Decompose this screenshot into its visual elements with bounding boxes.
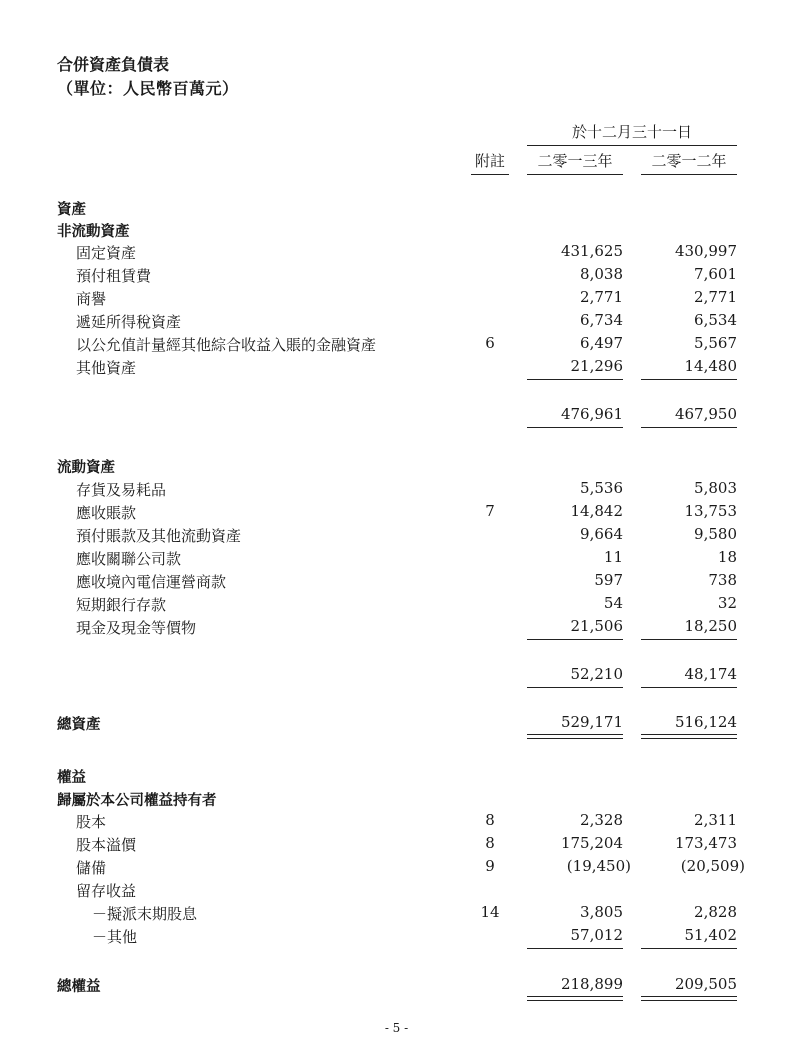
value-2013: 6,734 — [580, 311, 623, 329]
row-label: 遞延所得稅資產 — [76, 313, 182, 331]
row-label: 股本 — [76, 813, 107, 831]
row-label: 短期銀行存款 — [76, 596, 167, 614]
value-2012: 430,997 — [674, 242, 737, 260]
total-equity-2012: 209,505 — [674, 975, 737, 993]
value-2012: 32 — [717, 594, 737, 612]
table-row — [0, 926, 793, 948]
note-ref: 6 — [485, 334, 495, 352]
note-ref: 14 — [480, 903, 500, 921]
underline — [641, 379, 737, 380]
underline — [641, 948, 737, 949]
value-2012: 51,402 — [684, 926, 737, 944]
value-2013: 431,625 — [560, 242, 623, 260]
table-row — [0, 617, 793, 639]
note-ref: 9 — [485, 857, 495, 875]
value-2012: 2,311 — [694, 811, 737, 829]
total-equity-label: 總權益 — [57, 979, 101, 995]
value-2013: 11 — [603, 548, 623, 566]
assets-heading: 資產 — [57, 202, 86, 218]
table-row — [0, 857, 793, 879]
row-label: 留存收益 — [76, 882, 137, 900]
value-2013: 54 — [603, 594, 623, 612]
row-label: 應收境內電信運營商款 — [76, 573, 227, 591]
note-ref: 8 — [485, 811, 495, 829]
value-2013: 3,805 — [580, 903, 623, 921]
row-label: 固定資產 — [76, 244, 137, 262]
value-2013: 6,497 — [580, 334, 623, 352]
value-2013: 8,038 — [580, 265, 623, 283]
subtotal-2013: 52,210 — [570, 665, 623, 683]
underline — [527, 379, 623, 380]
table-row — [0, 571, 793, 593]
underline — [527, 427, 623, 428]
value-2012: 18 — [717, 548, 737, 566]
subtotal-row — [0, 665, 793, 687]
note-ref: 7 — [485, 502, 495, 520]
note-column-header: 附註 — [471, 150, 509, 175]
noncurrent-assets-heading: 非流動資產 — [57, 224, 130, 240]
underline — [641, 639, 737, 640]
value-2013: 21,506 — [570, 617, 623, 635]
table-row — [0, 502, 793, 524]
double-underline — [527, 734, 623, 739]
value-2012: 5,567 — [694, 334, 737, 352]
value-2013: (19,450) — [566, 857, 631, 875]
underline — [641, 427, 737, 428]
value-2013: 597 — [594, 571, 623, 589]
equity-heading: 權益 — [57, 770, 86, 786]
value-2013: 5,536 — [580, 479, 623, 497]
double-underline — [641, 734, 737, 739]
total-assets-2012: 516,124 — [674, 713, 737, 731]
value-2013: 21,296 — [570, 357, 623, 375]
period-header: 於十二月三十一日 — [527, 121, 737, 146]
row-label: 存貨及易耗品 — [76, 481, 167, 499]
value-2013: 175,204 — [560, 834, 623, 852]
value-2012: 2,828 — [694, 903, 737, 921]
table-row — [0, 357, 793, 379]
subtotal-2013: 476,961 — [560, 405, 623, 423]
underline — [527, 639, 623, 640]
value-2013: 2,328 — [580, 811, 623, 829]
attributable-heading: 歸屬於本公司權益持有者 — [57, 793, 217, 809]
year-2013-header: 二零一三年 — [527, 150, 623, 175]
table-row — [0, 479, 793, 501]
table-row — [0, 811, 793, 833]
value-2012: 7,601 — [694, 265, 737, 283]
value-2012: 18,250 — [684, 617, 737, 635]
row-label: 其他資產 — [76, 359, 137, 377]
row-label: 以公允值計量經其他綜合收益入賬的金融資產 — [76, 336, 377, 354]
row-label: 儲備 — [76, 859, 107, 877]
table-row — [0, 265, 793, 287]
value-2013: 57,012 — [570, 926, 623, 944]
row-label: 預付租賃費 — [76, 267, 152, 285]
total-assets-2013: 529,171 — [560, 713, 623, 731]
total-equity-row — [0, 975, 793, 997]
value-2012: 173,473 — [674, 834, 737, 852]
table-row — [0, 834, 793, 856]
row-label: 應收關聯公司款 — [76, 550, 182, 568]
subtotal-2012: 467,950 — [674, 405, 737, 423]
value-2012: 5,803 — [694, 479, 737, 497]
row-label: －其他 — [92, 928, 138, 946]
underline — [527, 948, 623, 949]
value-2012: (20,509) — [680, 857, 745, 875]
total-equity-2013: 218,899 — [560, 975, 623, 993]
value-2012: 738 — [708, 571, 737, 589]
row-label: 股本溢價 — [76, 836, 137, 854]
total-assets-label: 總資產 — [57, 717, 101, 733]
value-2012: 2,771 — [694, 288, 737, 306]
table-row — [0, 548, 793, 570]
page-number: - 5 - — [384, 1021, 409, 1035]
current-assets-heading: 流動資產 — [57, 460, 115, 476]
table-row — [0, 594, 793, 616]
value-2012: 6,534 — [694, 311, 737, 329]
table-row — [0, 525, 793, 547]
double-underline — [641, 996, 737, 1001]
value-2013: 9,664 — [580, 525, 623, 543]
table-row — [0, 903, 793, 925]
underline — [641, 687, 737, 688]
table-row — [0, 880, 793, 902]
row-label: 應收賬款 — [76, 504, 137, 522]
statement-title: 合併資產負債表 — [57, 55, 170, 74]
subtotal-row — [0, 405, 793, 427]
unit-caption: （單位：人民幣百萬元） — [57, 79, 239, 98]
value-2013: 2,771 — [580, 288, 623, 306]
row-label: －擬派末期股息 — [92, 905, 198, 923]
row-label: 預付賬款及其他流動資產 — [76, 527, 242, 545]
value-2013: 14,842 — [570, 502, 623, 520]
year-2012-header: 二零一二年 — [641, 150, 737, 175]
row-label: 商譽 — [76, 290, 107, 308]
note-ref: 8 — [485, 834, 495, 852]
table-row — [0, 242, 793, 264]
value-2012: 14,480 — [684, 357, 737, 375]
value-2012: 9,580 — [694, 525, 737, 543]
underline — [527, 687, 623, 688]
subtotal-2012: 48,174 — [684, 665, 737, 683]
value-2012: 13,753 — [684, 502, 737, 520]
table-row — [0, 288, 793, 310]
table-row — [0, 311, 793, 333]
table-row — [0, 334, 793, 356]
total-assets-row — [0, 713, 793, 735]
double-underline — [527, 996, 623, 1001]
row-label: 現金及現金等價物 — [76, 619, 197, 637]
